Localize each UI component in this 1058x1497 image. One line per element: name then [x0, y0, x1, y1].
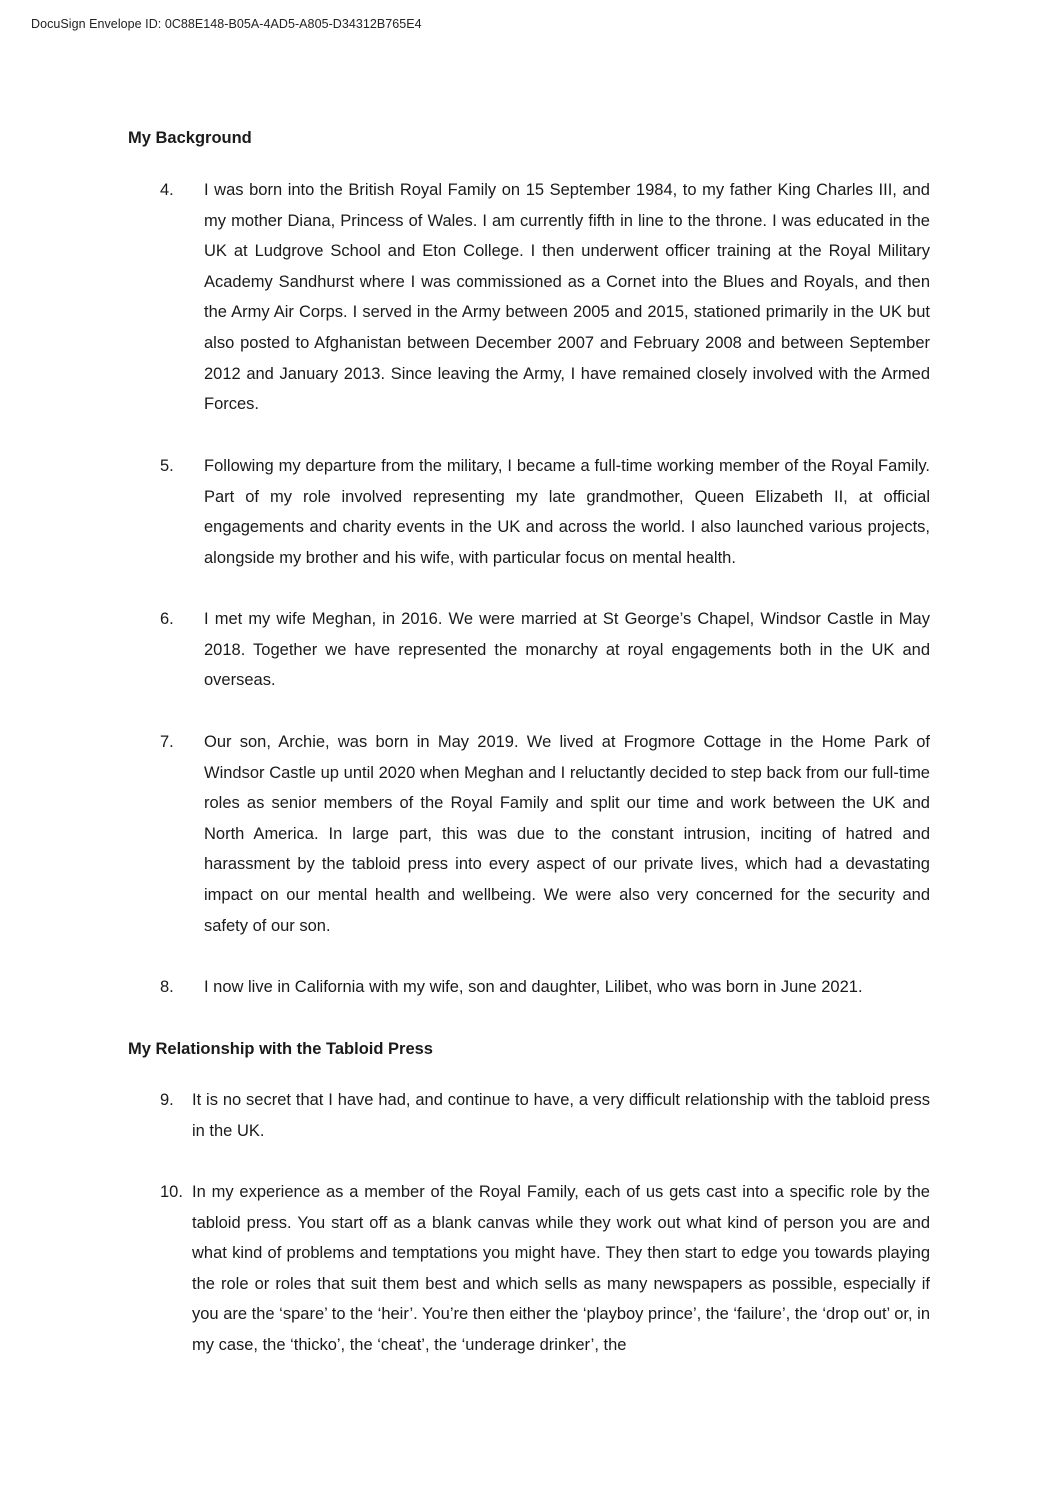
paragraph-number: 8. [160, 978, 174, 996]
paragraph-text: I met my wife Meghan, in 2016. We were married at St George’s Chapel, Windsor Castle in May 2018. Together we have represented the monarchy at royal engagements both in the UK and overseas. [204, 610, 930, 690]
paragraph-9 [128, 1085, 930, 1146]
docusign-envelope-id: DocuSign Envelope ID: 0C88E148-B05A-4AD5-A805-D34312B765E4 [31, 17, 422, 31]
paragraph-number: 9. [160, 1091, 174, 1109]
paragraph-text: It is no secret that I have had, and continue to have, a very difficult relationship with the tabloid press in the UK. [192, 1091, 930, 1140]
paragraph-10 [128, 1177, 930, 1361]
paragraph-5 [128, 451, 930, 573]
paragraph-4 [128, 175, 930, 420]
paragraph-text: Following my departure from the military, I became a full-time working member of the Royal Family. Part of my role involved representing my late grandmother, Queen Elizabeth II, at official engagements and charity events in the UK and across the world. I also launched various projects, alongside my brother and his wife, with particular focus on mental health. [204, 457, 930, 567]
section-heading-my-background: My Background [128, 129, 252, 147]
paragraph-text: Our son, Archie, was born in May 2019. We lived at Frogmore Cottage in the Home Park of Windsor Castle up until 2020 when Meghan and I reluctantly decided to step back from our full-time roles as senior members of the Royal Family and split our time and work between the UK and North America. In large part, this was due to the constant intrusion, inciting of hatred and harassment by the tabloid press into every aspect of our private lives, which had a devastating impact on our mental health and wellbeing. We were also very concerned for the security and safety of our son. [204, 733, 930, 935]
paragraph-text: In my experience as a member of the Royal Family, each of us gets cast into a specific role by the tabloid press. You start off as a blank canvas while they work out what kind of person you are and what kind of problems and temptations you might have. They then start to edge you towards playing the role or roles that suit them best and which sells as many newspapers as possible, especially if you are the ‘spare’ to the ‘heir’. You’re then either the ‘playboy prince’, the ‘failure’, the ‘drop out’ or, in my case, the ‘thicko’, the ‘cheat’, the ‘underage drinker’, the [192, 1183, 930, 1354]
paragraph-number: 5. [160, 457, 174, 475]
paragraph-text: I was born into the British Royal Family on 15 September 1984, to my father King Charles III, and my mother Diana, Princess of Wales. I am currently fifth in line to the throne. I was educated in the UK at Ludgrove School and Eton College. I then underwent officer training at the Royal Military Academy Sandhurst where I was commissioned as a Cornet into the Blues and Royals, and then the Army Air Corps. I served in the Army between 2005 and 2015, stationed primarily in the UK but also posted to Afghanistan between December 2007 and February 2008 and between September 2012 and January 2013. Since leaving the Army, I have remained closely involved with the Armed Forces. [204, 181, 930, 414]
paragraph-6 [128, 604, 930, 696]
paragraph-number: 10. [160, 1183, 183, 1201]
paragraph-text: I now live in California with my wife, son and daughter, Lilibet, who was born in June 2021. [204, 978, 863, 996]
paragraph-number: 6. [160, 610, 174, 628]
paragraph-7 [128, 727, 930, 941]
paragraph-number: 7. [160, 733, 174, 751]
section-heading-tabloid-press: My Relationship with the Tabloid Press [128, 1040, 433, 1058]
paragraph-number: 4. [160, 181, 174, 199]
paragraph-8 [128, 972, 930, 1003]
